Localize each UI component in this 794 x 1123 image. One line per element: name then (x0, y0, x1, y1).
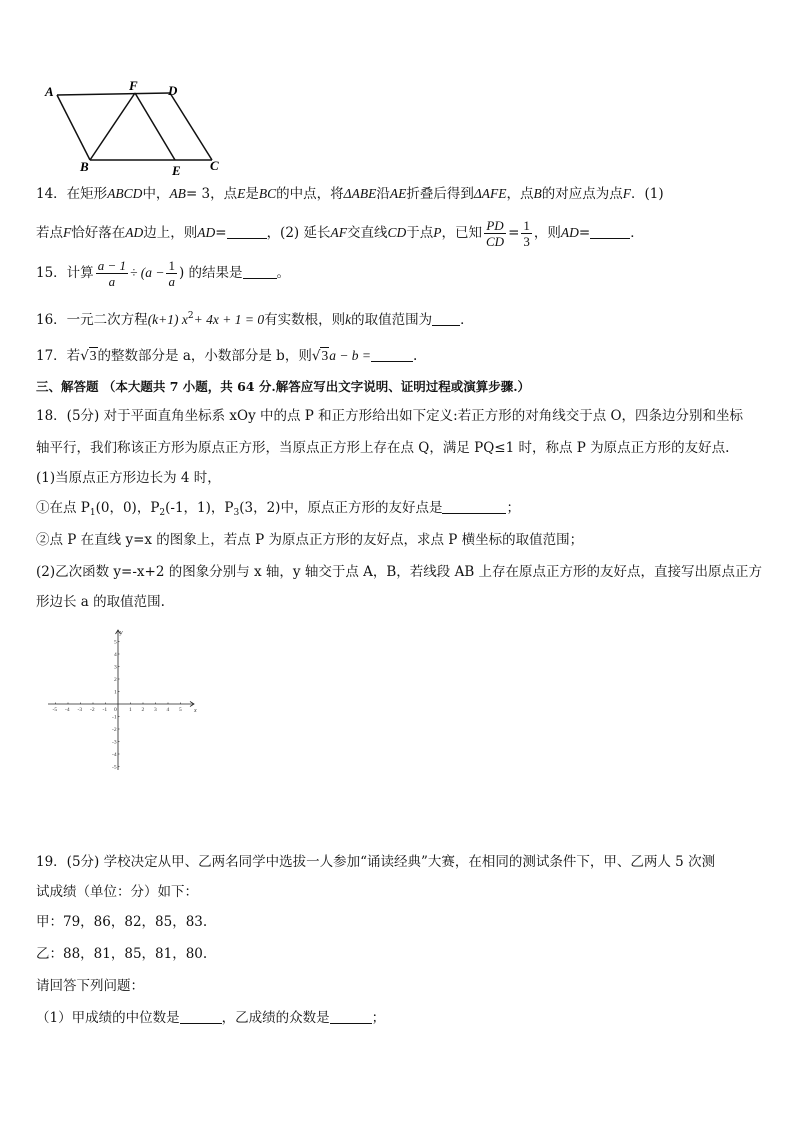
label-f: F (129, 78, 138, 93)
fraction-one-third: $\frac{1}{3}$ (523, 218, 530, 249)
x-tick-label: -3 (77, 707, 83, 713)
x-tick-label: 0 (114, 707, 117, 713)
answer-blank[interactable] (243, 264, 277, 279)
section-heading: 三、解答题 （本大题共 7 小题，共 64 分.解答应写出文字说明、证明过程或演算步骤.） (36, 379, 531, 394)
q18-line3: (1)当原点正方形边长为 4 时， (36, 470, 221, 486)
y-axis-label: y (120, 630, 123, 636)
y-tick-label: 1 (114, 689, 117, 696)
x-tick-label: 5 (179, 707, 182, 713)
x-tick-label: -2 (90, 707, 95, 713)
answer-blank[interactable] (180, 1009, 222, 1024)
y-tick-label: -2 (112, 727, 117, 733)
sqrt-symbol: √ (311, 348, 321, 364)
fraction-a-minus-1-over-a: $\frac{a - 1}{a}$ (97, 258, 126, 289)
y-tick-label: -4 (112, 752, 117, 758)
q17-line: 17．若√3的整数部分是 a，小数部分是 b，则√3a − b = . (36, 348, 418, 364)
q19-line2: 试成绩（单位：分）如下： (36, 884, 198, 900)
q18-line4: ①在点 $P_1(0$，0)，$P_2(-1$，1)，$P_3(3$，2)中，原点正方形的友好点是 ； (36, 500, 520, 518)
label-c: C (210, 158, 219, 173)
x-tick-label: -4 (65, 707, 70, 713)
answer-blank[interactable] (442, 499, 506, 514)
label-e: E (172, 163, 181, 178)
y-tick-label: -3 (112, 739, 117, 746)
q19-line5: 请回答下列问题： (36, 978, 144, 994)
q19-line1: 19．(5分) 学校决定从甲、乙两名同学中选拔一人参加“诵读经典”大赛，在相同的测试条件下，甲、乙两人 5 次测 (36, 854, 716, 870)
x-axis-label: x (194, 708, 197, 714)
q19-jia-scores: 甲：79，86，82，85，83. (36, 914, 208, 930)
q16-line: 16．一元二次方程(k+1) $x^2+ 4x + 1 = 0$有实数根，则k的取值范围为 ． (36, 311, 474, 328)
y-tick-label: 4 (114, 652, 117, 658)
q18-line7: 形边长 a 的取值范围. (36, 594, 165, 610)
coordinate-axes (44, 624, 204, 774)
answer-blank[interactable] (227, 224, 267, 239)
sqrt-symbol: √ (80, 348, 89, 364)
q14-line2: 若点F恰好落在AD边上，则AD= ，(2) 延长AF交直线CD于点P，已知 $\frac{PD}{CD}$ = $\frac{1}{3}$ ，则AD= ． (36, 218, 644, 249)
y-tick-label: 5 (114, 639, 117, 646)
fraction-pd-cd: $\frac{PD}{CD}$ (486, 218, 505, 249)
x-tick-label: 2 (141, 707, 145, 713)
answer-blank[interactable] (371, 347, 413, 362)
label-b: B (80, 159, 89, 174)
x-tick-label: 1 (129, 707, 132, 713)
x-tick-label: 3 (154, 707, 157, 713)
label-a: A (45, 84, 54, 99)
y-tick-label: -1 (112, 714, 117, 721)
q19-line6: （1）甲成绩的中位数是 ，乙成绩的众数是 ； (36, 1010, 386, 1026)
x-tick-label: 4 (166, 707, 170, 713)
answer-blank[interactable] (590, 224, 630, 239)
q19-yi-scores: 乙：88，81，85，81，80. (36, 946, 208, 962)
q14-line1: 14．在矩形ABCD中，AB= 3，点E是BC的中点，将ΔABE沿AE折叠后得到ΔAFE，点B的对应点为点F．(1) (36, 186, 664, 202)
x-tick-label: -5 (52, 707, 58, 713)
y-tick-label: -5 (112, 764, 117, 771)
parallelogram-figure (40, 78, 230, 178)
q18-line1: 18．(5分) 对于平面直角坐标系 xOy 中的点 P 和正方形给出如下定义:若正方形的对角线交于点 O，四条边分别和坐标 (36, 408, 744, 424)
y-tick-label: 3 (114, 664, 117, 671)
q15-line: 15．计算 $\frac{a - 1}{a}$ ÷ (a − $\frac{1}{a}$ ) 的结果是 。 (36, 258, 291, 289)
answer-blank[interactable] (432, 311, 460, 326)
q18-line6: (2)乙次函数 y=-x+2 的图象分别与 x 轴，y 轴交于点 A，B，若线段 AB 上存在原点正方形的友好点，直接写出原点正方 (36, 564, 763, 580)
answer-blank[interactable] (330, 1009, 372, 1024)
q18-line2: 轴平行，我们称该正方形为原点正方形，当原点正方形上存在点 Q，满足 PQ≤1 时，称点 P 为原点正方形的友好点. (36, 440, 730, 456)
fraction-1-over-a: $\frac{1}{a}$ (168, 258, 175, 289)
y-tick-label: 2 (114, 677, 117, 683)
label-d: D (168, 83, 178, 98)
x-tick-label: -1 (102, 707, 108, 713)
q18-line5: ②点 P 在直线 y=x 的图象上，若点 P 为原点正方形的友好点，求点 P 横坐标的取值范围； (36, 532, 584, 548)
